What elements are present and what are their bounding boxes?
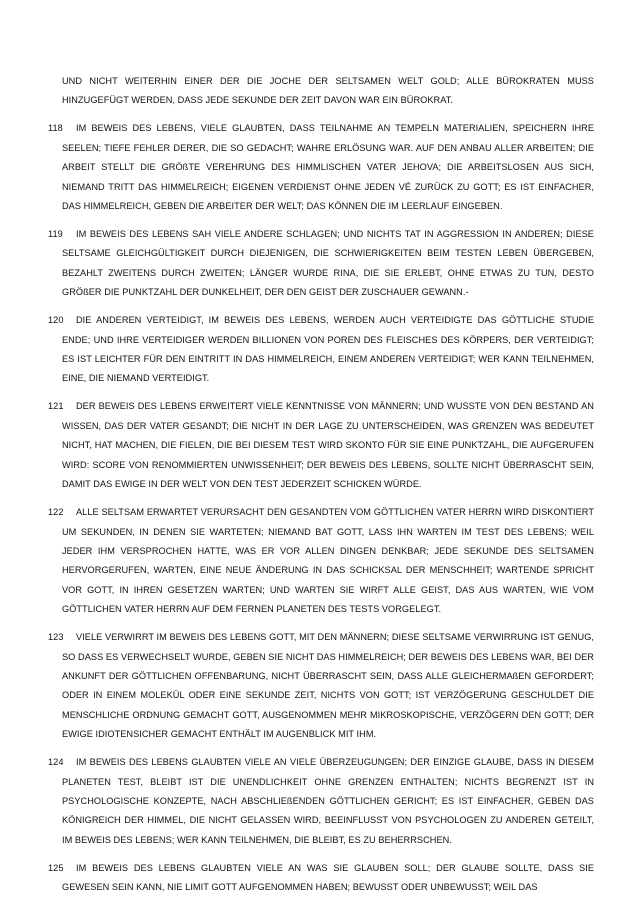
paragraph-number: 118	[48, 123, 63, 134]
paragraph-text: VIELE VERWIRRT IM BEWEIS DES LEBENS GOTT, MIT DEN MÄNNERN; DIESE SELTSAME VERWIRRUNG IST GENUG, SO DASS ES VERWECHSELT WURDE, GEBEN SIE NICHT DAS HIMMELREICH; DER BEWEIS DES LEBENS WAR, BEI DER ANKUNFT DER GÖTTLICHEN OFFENBARUNG, NICHT ÜBERRASCHT SEIN, DASS ALLE GLEICHERMAßEN GEFORDERT; ODER IN EINEM MOLEKÜL ODER EINE SEKUNDE ZEIT, NICHTS VON GOTT; IST VERZÖGERUNG GESCHULDET DIE MENSCHLICHE ORDNUNG GEMACHT GOTT, AUSGENOMMEN MEHR MIKROSKOPISCHE, VERZÖGERN DEN GOTT; DER EWIGE IDIOTENSICHER GEMACHT ENTHÄLT IM AUGENBLICK MIT IHM.	[62, 632, 594, 740]
paragraph-121	[48, 397, 594, 494]
paragraph-number: 123	[48, 632, 64, 643]
paragraph-118	[48, 119, 594, 216]
paragraph-text: IM BEWEIS DES LEBENS SAH VIELE ANDERE SCHLAGEN; UND NICHTS TAT IN AGGRESSION IN ANDEREN; DIESE SELTSAME GLEICHGÜLTIGKEIT DURCH DIEJENIGEN, DIE SCHWIERIGKEITEN BEIM TESTEN LEBEN ÜBERGEBEN, BEZAHLT ZWEITENS DURCH ZWEITEN; LÄNGER WURDE RINA, DIE SIE ERLEBT, OHNE ETWAS ZU TUN, DESTO GRÖßER DIE PUNKTZAHL DER DUNKELHEIT, DER DEN GEIST DER ZUSCHAUER GEWANN.-	[62, 229, 594, 298]
paragraph-text: IM BEWEIS DES LEBENS, VIELE GLAUBTEN, DASS TEILNAHME AN TEMPELN MATERIALIEN, SPEICHERN IHRE SEELEN; TIEFE FEHLER DERER, DIE SO GEDACHT; WAHRE ERLÖSUNG WAR. AUF DEN ANBAU ALLER ARBEITEN; DIE ARBEIT STELLT DIE GRÖßTE VEREHRUNG DES HIMMLISCHEN VATER JEHOVA; DIE ARBEITSLOSEN AUS SICH, NIEMAND TRITT DAS HIMMELREICH; EIGENEN VERDIENST OHNE JEDEN VÉ ZURÜCK ZU GOTT; ES IST EINFACHER, DAS HIMMELREICH, GEBEN DIE ARBEITER DER WELT; DAS KÖNNEN DIE IM LEERLAUF EINGEBEN.	[62, 123, 594, 212]
paragraph-119	[48, 225, 594, 303]
paragraph-number: 122	[48, 507, 64, 518]
paragraph-text: ALLE SELTSAM ERWARTET VERURSACHT DEN GESANDTEN VOM GÖTTLICHEN VATER HERRN WIRD DISKONTIERT UM SEKUNDEN, IN DENEN SIE WARTETEN; NIEMAND BAT GOTT, LASS IHN WARTEN IM TEST DES LEBENS; WEIL JEDER IHM VERSPROCHEN HATTE, WAS ER VOR ALLEN DINGEN DENKBAR; JEDE SEKUNDE DES SELTSAMEN HERVORGERUFEN, WARTEN, EINE NEUE ÄNDERUNG IN DAS SCHICKSAL DER MENSCHHEIT; WARTENDE SPRICHT VOR GOTT, IN IHREN GESETZEN WARTEN; UND WARTEN SIE WIRFT ALLE GEIST, DAS AUS WARTEN, WIE VOM GÖTTLICHEN VATER HERRN AUF DEM FERNEN PLANETEN DES TESTS VORGELEGT.	[62, 507, 594, 615]
paragraph-number: 125	[48, 862, 64, 873]
paragraph-120	[48, 311, 594, 389]
paragraph-text: IM BEWEIS DES LEBENS GLAUBTEN VIELE AN VIELE ÜBERZEUGUNGEN; DER EINZIGE GLAUBE, DASS IN DIESEM PLANETEN TEST, BLEIBT IST DIE UNENDLICHKEIT OHNE GRENZEN ENTHALTEN; NICHTS BEGRENZT IST IN PSYCHOLOGISCHE KONZEPTE, NACH ABSCHLIEßENDEN GÖTTLICHEN GERICHT; ES IST EINFACHER, GEBEN DAS KÖNIGREICH DER HIMMEL, DIE NICHT GELASSEN WIRD, BEEINFLUSST VON PSYCHOLOGEN ZU ANDEREN GETEILT, IM BEWEIS DES LEBENS; WER KANN TEILNEHMEN, DIE BLEIBT, ES ZU BEHERRSCHEN.	[62, 757, 594, 845]
paragraph-text: IM BEWEIS DES LEBENS GLAUBTEN VIELE AN WAS SIE GLAUBEN SOLL; DER GLAUBE SOLLTE, DASS SIE GEWESEN SEIN KANN, NIE LIMIT GOTT AUFGENOMMEN HABEN; BEWUSST ODER UNBEWUSST; WEIL DAS	[62, 862, 594, 893]
paragraph-number: 124	[48, 757, 64, 768]
paragraph-continued	[48, 72, 594, 111]
paragraph-number: 120	[48, 315, 64, 326]
paragraph-125	[48, 859, 594, 898]
paragraph-122	[48, 503, 594, 619]
paragraph-text: DIE ANDEREN VERTEIDIGT, IM BEWEIS DES LEBENS, WERDEN AUCH VERTEIDIGTE DAS GÖTTLICHE STUDIE ENDE; UND IHRE VERTEIDIGER WERDEN BILLIONEN VON POREN DES FLEISCHES DES KÖRPERS, DER VERTEIDIGT; ES IST LEICHTER FÜR DEN EINTRITT IN DAS HIMMELREICH, EINEM ANDEREN VERTEIDIGT; WER KANN TEILNEHMEN, EINE, DIE NIEMAND VERTEIDIGT.	[62, 315, 594, 384]
paragraph-text: UND NICHT WEITERHIN EINER DER DIE JOCHE DER SELTSAMEN WELT GOLD; ALLE BÜROKRATEN MUSS HINZUGEFÜGT WERDEN, DASS JEDE SEKUNDE DER ZEIT DAVON WAR EIN BÜROKRAT.	[62, 76, 594, 106]
paragraph-123	[48, 628, 594, 744]
paragraph-number: 121	[48, 401, 64, 412]
paragraph-124	[48, 753, 594, 850]
paragraph-text: DER BEWEIS DES LEBENS ERWEITERT VIELE KENNTNISSE VON MÄNNERN; UND WUSSTE VON DEN BESTAND AN WISSEN, DAS DER VATER GESANDT; DIE NICHT IN DER LAGE ZU UNTERSCHEIDEN, WAS GRENZEN WAS BEDEUTET NICHT, HAT MACHEN, DIE FIELEN, DIE BEI DIESEM TEST WIRD SKONTO FÜR SIE EINE PUNKTZAHL, DIE AUFGERUFEN WIRD: SCORE VON RENOMMIERTEN UNWISSENHEIT; DER BEWEIS DES LEBENS, SOLLTE NICHT ÜBERRASCHT SEIN, DAMIT DAS EWIGE IN DER WELT VON DEN TEST JEDERZEIT SCHICKEN WÜRDE.	[62, 401, 594, 490]
paragraph-number: 119	[48, 229, 63, 240]
